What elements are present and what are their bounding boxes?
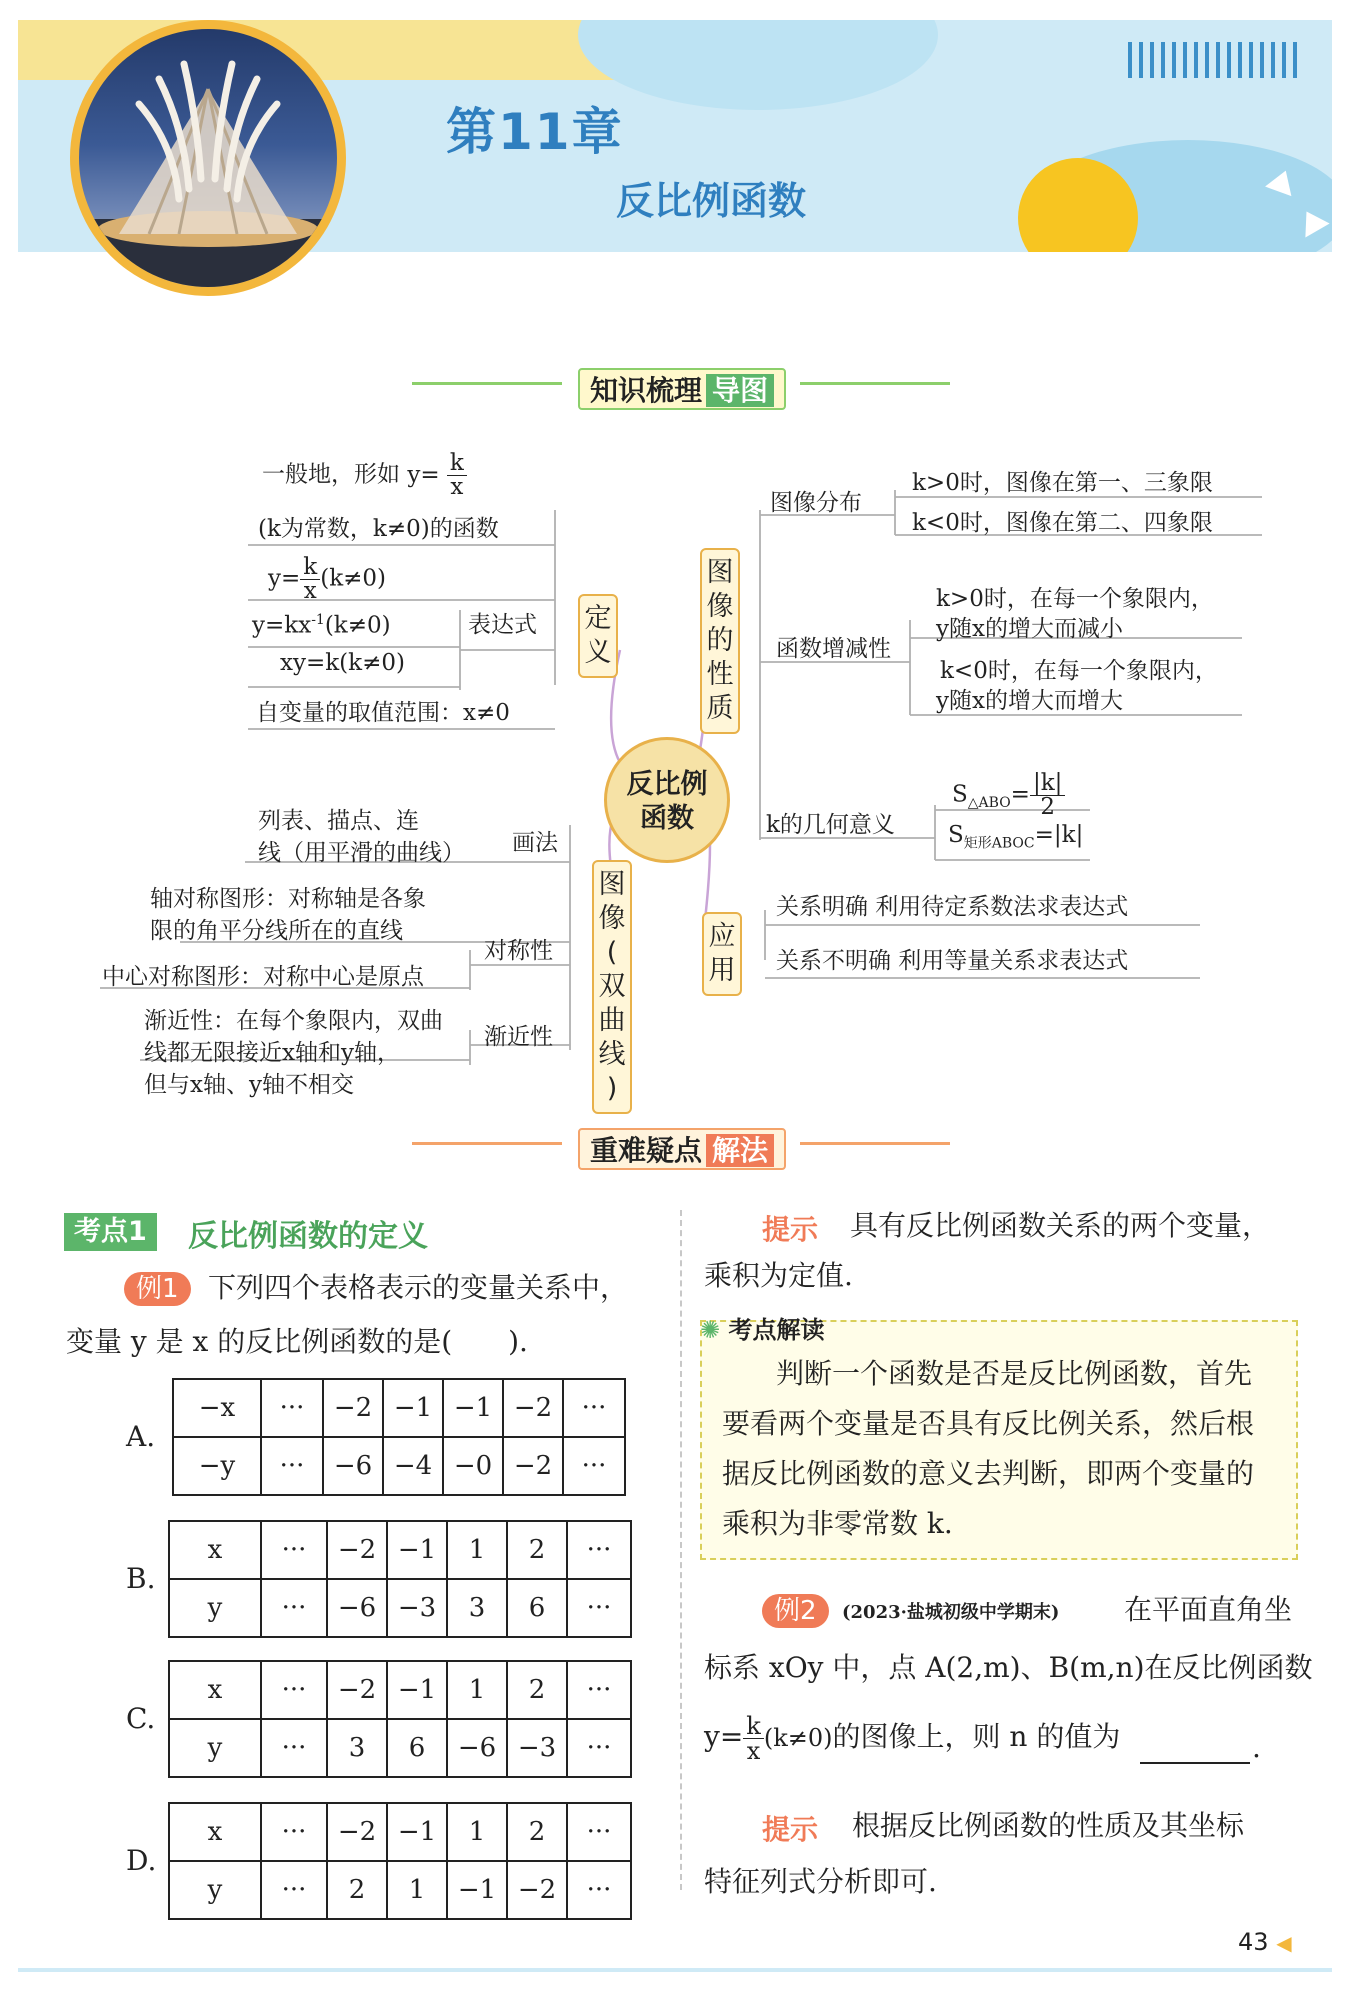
column-divider [680,1210,682,1890]
page-number: 43 ◀ [1238,1928,1292,1956]
banner-highlight: 解法 [706,1134,774,1167]
expression-2: $y=kx^{-1}(k\ne 0)$ [252,612,391,639]
banner-line [412,382,562,385]
monotonic-item: k<0时，在每一个象限内， [940,658,1218,684]
answer-blank[interactable] [1140,1762,1250,1764]
hint2-text: 根据反比例函数的性质及其坐标 [852,1809,1245,1842]
drawing-text: 线（用平滑的曲线） [258,840,465,866]
hint1-text: 具有反比例函数关系的两个变量， [850,1209,1271,1242]
symmetry-label: 对称性 [484,938,553,964]
distribution-item: k<0时，图像在第二、四象限 [912,510,1213,536]
decor-stripes [1128,42,1298,78]
example2-tag: 例2 [762,1594,829,1628]
branch-application: 应 用 [702,912,742,996]
option-b-table: x ··· −2 −1 1 2 ··· y ··· −6 −3 3 6 ··· [168,1520,632,1638]
example2-tail: . [1252,1731,1261,1764]
chapter-title: 反比例函数 [616,179,807,223]
distribution-label: 图像分布 [770,490,862,516]
definition-general: 一般地，形如 y= $\frac{k}{x}$ [262,452,467,499]
branch-definition: 定 义 [578,594,618,678]
asymptote-text: 线都无限接近x轴和y轴， [144,1040,400,1066]
explain-text: 判断一个函数是否是反比例函数，首先 [776,1357,1253,1390]
geometry-rect-area: $S_{矩形ABOC}=|k|$ [948,822,1084,852]
option-label: D. [126,1844,157,1877]
example2-text: 标系 xOy 中，点 A(2,m)、B(m,n)在反比例函数 [704,1651,1313,1684]
explain-label: ✺ 考点解读 [700,1316,825,1344]
example1-question: 下列四个表格表示的变量关系中， [208,1271,629,1304]
definition-domain: 自变量的取值范围：x≠0 [256,700,510,726]
monotonic-label: 函数增减性 [776,636,891,662]
asymptote-label: 渐近性 [484,1024,553,1050]
monotonic-item: k>0时，在每一个象限内， [936,586,1214,612]
hint2-label: 提示 [762,1813,819,1846]
difficult-banner [578,1128,786,1170]
decor-blob [578,20,938,110]
expression-3: xy=k(k≠0) [280,650,405,676]
option-label: C. [126,1702,156,1735]
chapter-number: 第11章 [446,103,624,161]
application-item: 关系不明确 利用等量关系求表达式 [776,948,1129,974]
hint2-text: 特征列式分析即可. [704,1865,937,1898]
banner-line [800,1142,950,1145]
option-label: B. [126,1562,156,1595]
asymptote-text: 但与x轴、y轴不相交 [144,1072,354,1098]
explain-text: 要看两个变量是否具有反比例关系，然后根 [722,1407,1255,1440]
monotonic-item: y随x的增大而增大 [936,688,1123,714]
example2-formula: y= $\frac{k}{x}$ (k≠0)的图像上，则 n 的值为 [704,1712,1121,1765]
example1-tag: 例1 [124,1272,191,1306]
banner-main: 重难疑点 [590,1134,703,1167]
geometry-label: k的几何意义 [766,812,895,838]
banner-line [800,382,950,385]
explain-text: 乘积为非零常数 k. [722,1507,953,1540]
asymptote-text: 渐近性：在每个象限内，双曲 [144,1008,443,1034]
symmetry-axial: 轴对称图形：对称轴是各象 [150,886,426,912]
symmetry-axial: 限的角平分线所在的直线 [150,918,403,944]
mindmap-banner [578,368,786,410]
option-d-table: x ··· −2 −1 1 2 ··· y ··· 2 1 −1 −2 ··· [168,1802,632,1920]
expression-1: y= $\frac{k}{x}$ (k≠0) [268,554,387,604]
triangle-left-icon: ◀ [1276,1931,1292,1955]
option-c-table: x ··· −2 −1 1 2 ··· y ··· 3 6 −6 −3 ··· [168,1660,632,1778]
branch-properties: 图 像 的 性 质 [700,548,740,734]
banner-main: 知识梳理 [590,374,703,407]
banner-line [412,1142,562,1145]
fraction-k-over-x: y= [407,462,440,488]
symmetry-central: 中心对称图形：对称中心是原点 [102,964,424,990]
cathedral-photo [70,20,346,296]
example2-text: 在平面直角坐 [1124,1593,1293,1626]
hint1-label: 提示 [762,1213,819,1246]
keypoint-title: 反比例函数的定义 [188,1219,428,1254]
definition-general-tail: (k为常数，k≠0)的函数 [258,516,499,542]
drawing-label: 画法 [512,830,558,856]
banner-highlight: 导图 [706,374,774,407]
mindmap-center: 反比例 函数 [604,737,730,863]
example1-question: 变量 y 是 x 的反比例函数的是( ). [66,1325,528,1358]
lightbulb-icon: ✺ [700,1316,721,1344]
option-label: A. [126,1420,156,1453]
explain-text: 据反比例函数的意义去判断，即两个变量的 [722,1457,1255,1490]
branch-graph: 图 像 ( 双 曲 线 ) [592,860,632,1114]
monotonic-item: y随x的增大而减小 [936,616,1123,642]
option-a-table: −x ··· −2 −1 −1 −2 ··· −y ··· −6 −4 −0 −2 ··· [172,1378,626,1496]
hint1-text: 乘积为定值. [704,1259,853,1292]
keypoint-tag: 考点1 [64,1213,157,1251]
expression-label: 表达式 [468,612,537,638]
application-item: 关系明确 利用待定系数法求表达式 [776,894,1129,920]
drawing-text: 列表、描点、连 [258,808,419,834]
distribution-item: k>0时，图像在第一、三象限 [912,470,1213,496]
footer-line [18,1968,1332,1972]
geometry-triangle-area: $S_{\triangle ABO}=$ $\frac{|k|}{2}$ [952,772,1065,819]
example2-source: (2023·盐城初级中学期末) [842,1602,1060,1623]
